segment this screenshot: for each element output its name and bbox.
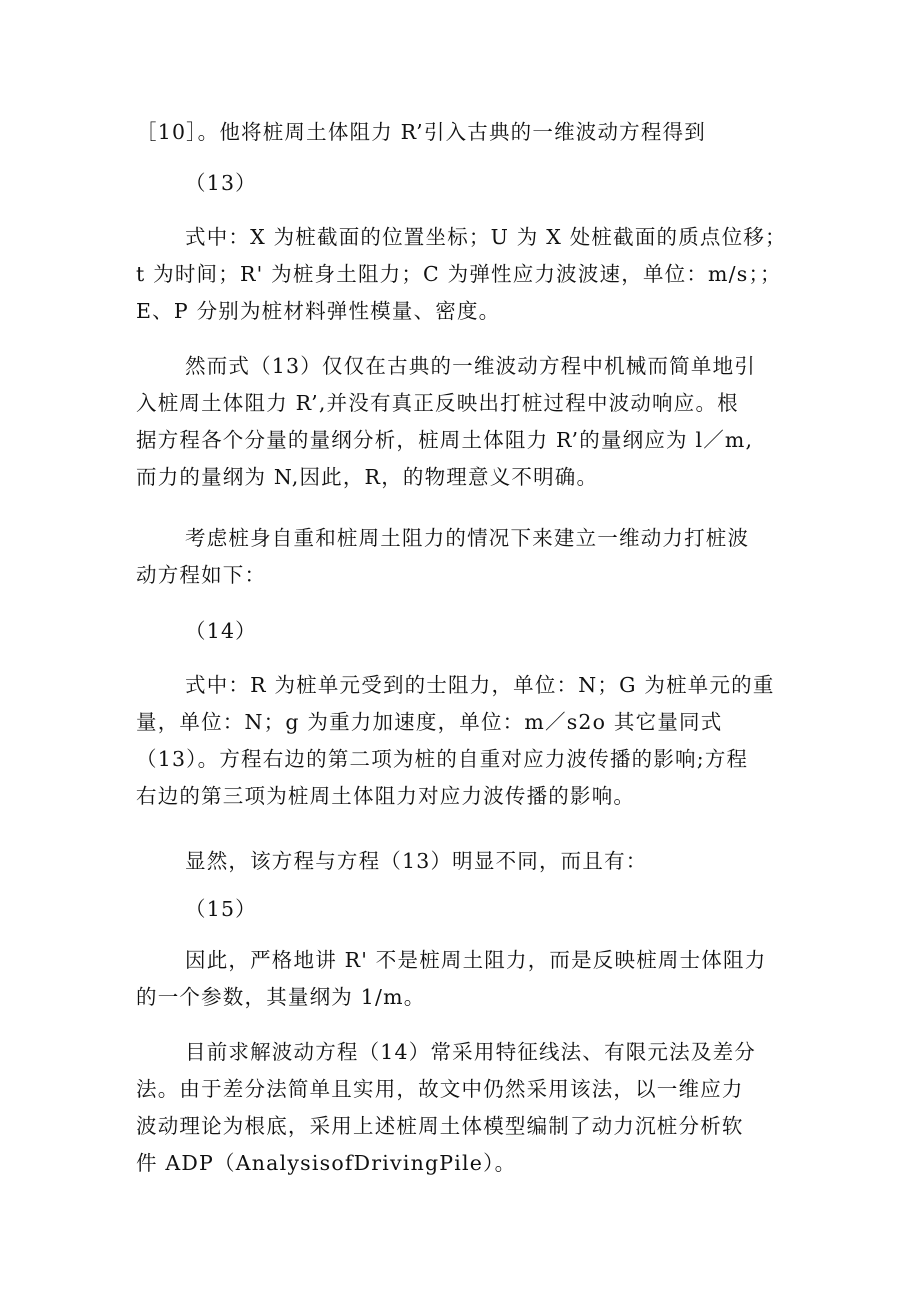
paragraph-comparison — [136, 843, 796, 880]
equation-13-label — [136, 165, 796, 202]
text-line: 而力的量纲为 N,因此，R，的物理意义不明确。 — [136, 465, 599, 489]
text-line: 动方程如下： — [136, 563, 267, 587]
text-line: 量，单位：N；g 为重力加速度，单位：m／s2o 其它量同式 — [136, 710, 723, 734]
paragraph-new-equation-intro — [136, 520, 796, 594]
paragraph-variable-definitions-13 — [136, 219, 796, 330]
text-line: ［10］。他将桩周土体阻力 R’引入古典的一维波动方程得到 — [136, 120, 706, 144]
paragraph-solution-method — [136, 1034, 796, 1182]
text-line: 然而式（13）仅仅在古典的一维波动方程中机械而简单地引 — [185, 354, 756, 378]
equation-14-label — [136, 613, 796, 650]
paragraph-variable-definitions-14 — [136, 667, 796, 815]
text-line: 入桩周土体阻力 R’,并没有真正反映出打桩过程中波动响应。根 — [136, 391, 739, 415]
text-line: 的一个参数，其量纲为 1/m。 — [136, 985, 426, 1009]
text-line: 式中：X 为桩截面的位置坐标；U 为 X 处桩截面的质点位移； — [185, 225, 787, 249]
text-line: 右边的第三项为桩周土体阻力对应力波传播的影响。 — [136, 784, 636, 808]
text-line: 据方程各个分量的量纲分析，桩周土体阻力 R’的量纲应为 l／m, — [136, 428, 754, 452]
text-line: 法。由于差分法简单且实用，故文中仍然采用该法，以一维应力 — [136, 1077, 744, 1101]
paragraph-continuation — [136, 114, 796, 151]
equation-15-label — [136, 891, 796, 928]
text-line: 考虑桩身自重和桩周土阻力的情况下来建立一维动力打桩波 — [185, 526, 750, 550]
text-line: 式中：R 为桩单元受到的士阻力，单位：N；G 为桩单元的重 — [185, 673, 775, 697]
paragraph-critique — [136, 348, 796, 496]
text-line: 显然，该方程与方程（13）明显不同，而且有： — [185, 849, 648, 873]
text-line: 目前求解波动方程（14）常采用特征线法、有限元法及差分 — [185, 1040, 756, 1064]
text-line: t 为时间；R' 为桩身土阻力；C 为弹性应力波波速，单位：m/s；； — [136, 262, 782, 286]
text-line: （13）。方程右边的第二项为桩的自重对应力波传播的影响;方程 — [136, 747, 749, 771]
equation-number: （14） — [185, 619, 257, 643]
paragraph-conclusion — [136, 942, 796, 1016]
equation-number: （13） — [185, 171, 257, 195]
text-line: 波动理论为根底，采用上述桩周土体模型编制了动力沉桩分析软 — [136, 1114, 744, 1138]
text-line: E、P 分别为桩材料弹性模量、密度。 — [136, 299, 501, 323]
equation-number: （15） — [185, 897, 257, 921]
text-line: 因此，严格地讲 R' 不是桩周土阻力，而是反映桩周士体阻力 — [185, 948, 767, 972]
text-line: 件 ADP（AnalysisofDrivingPile）。 — [136, 1151, 517, 1175]
